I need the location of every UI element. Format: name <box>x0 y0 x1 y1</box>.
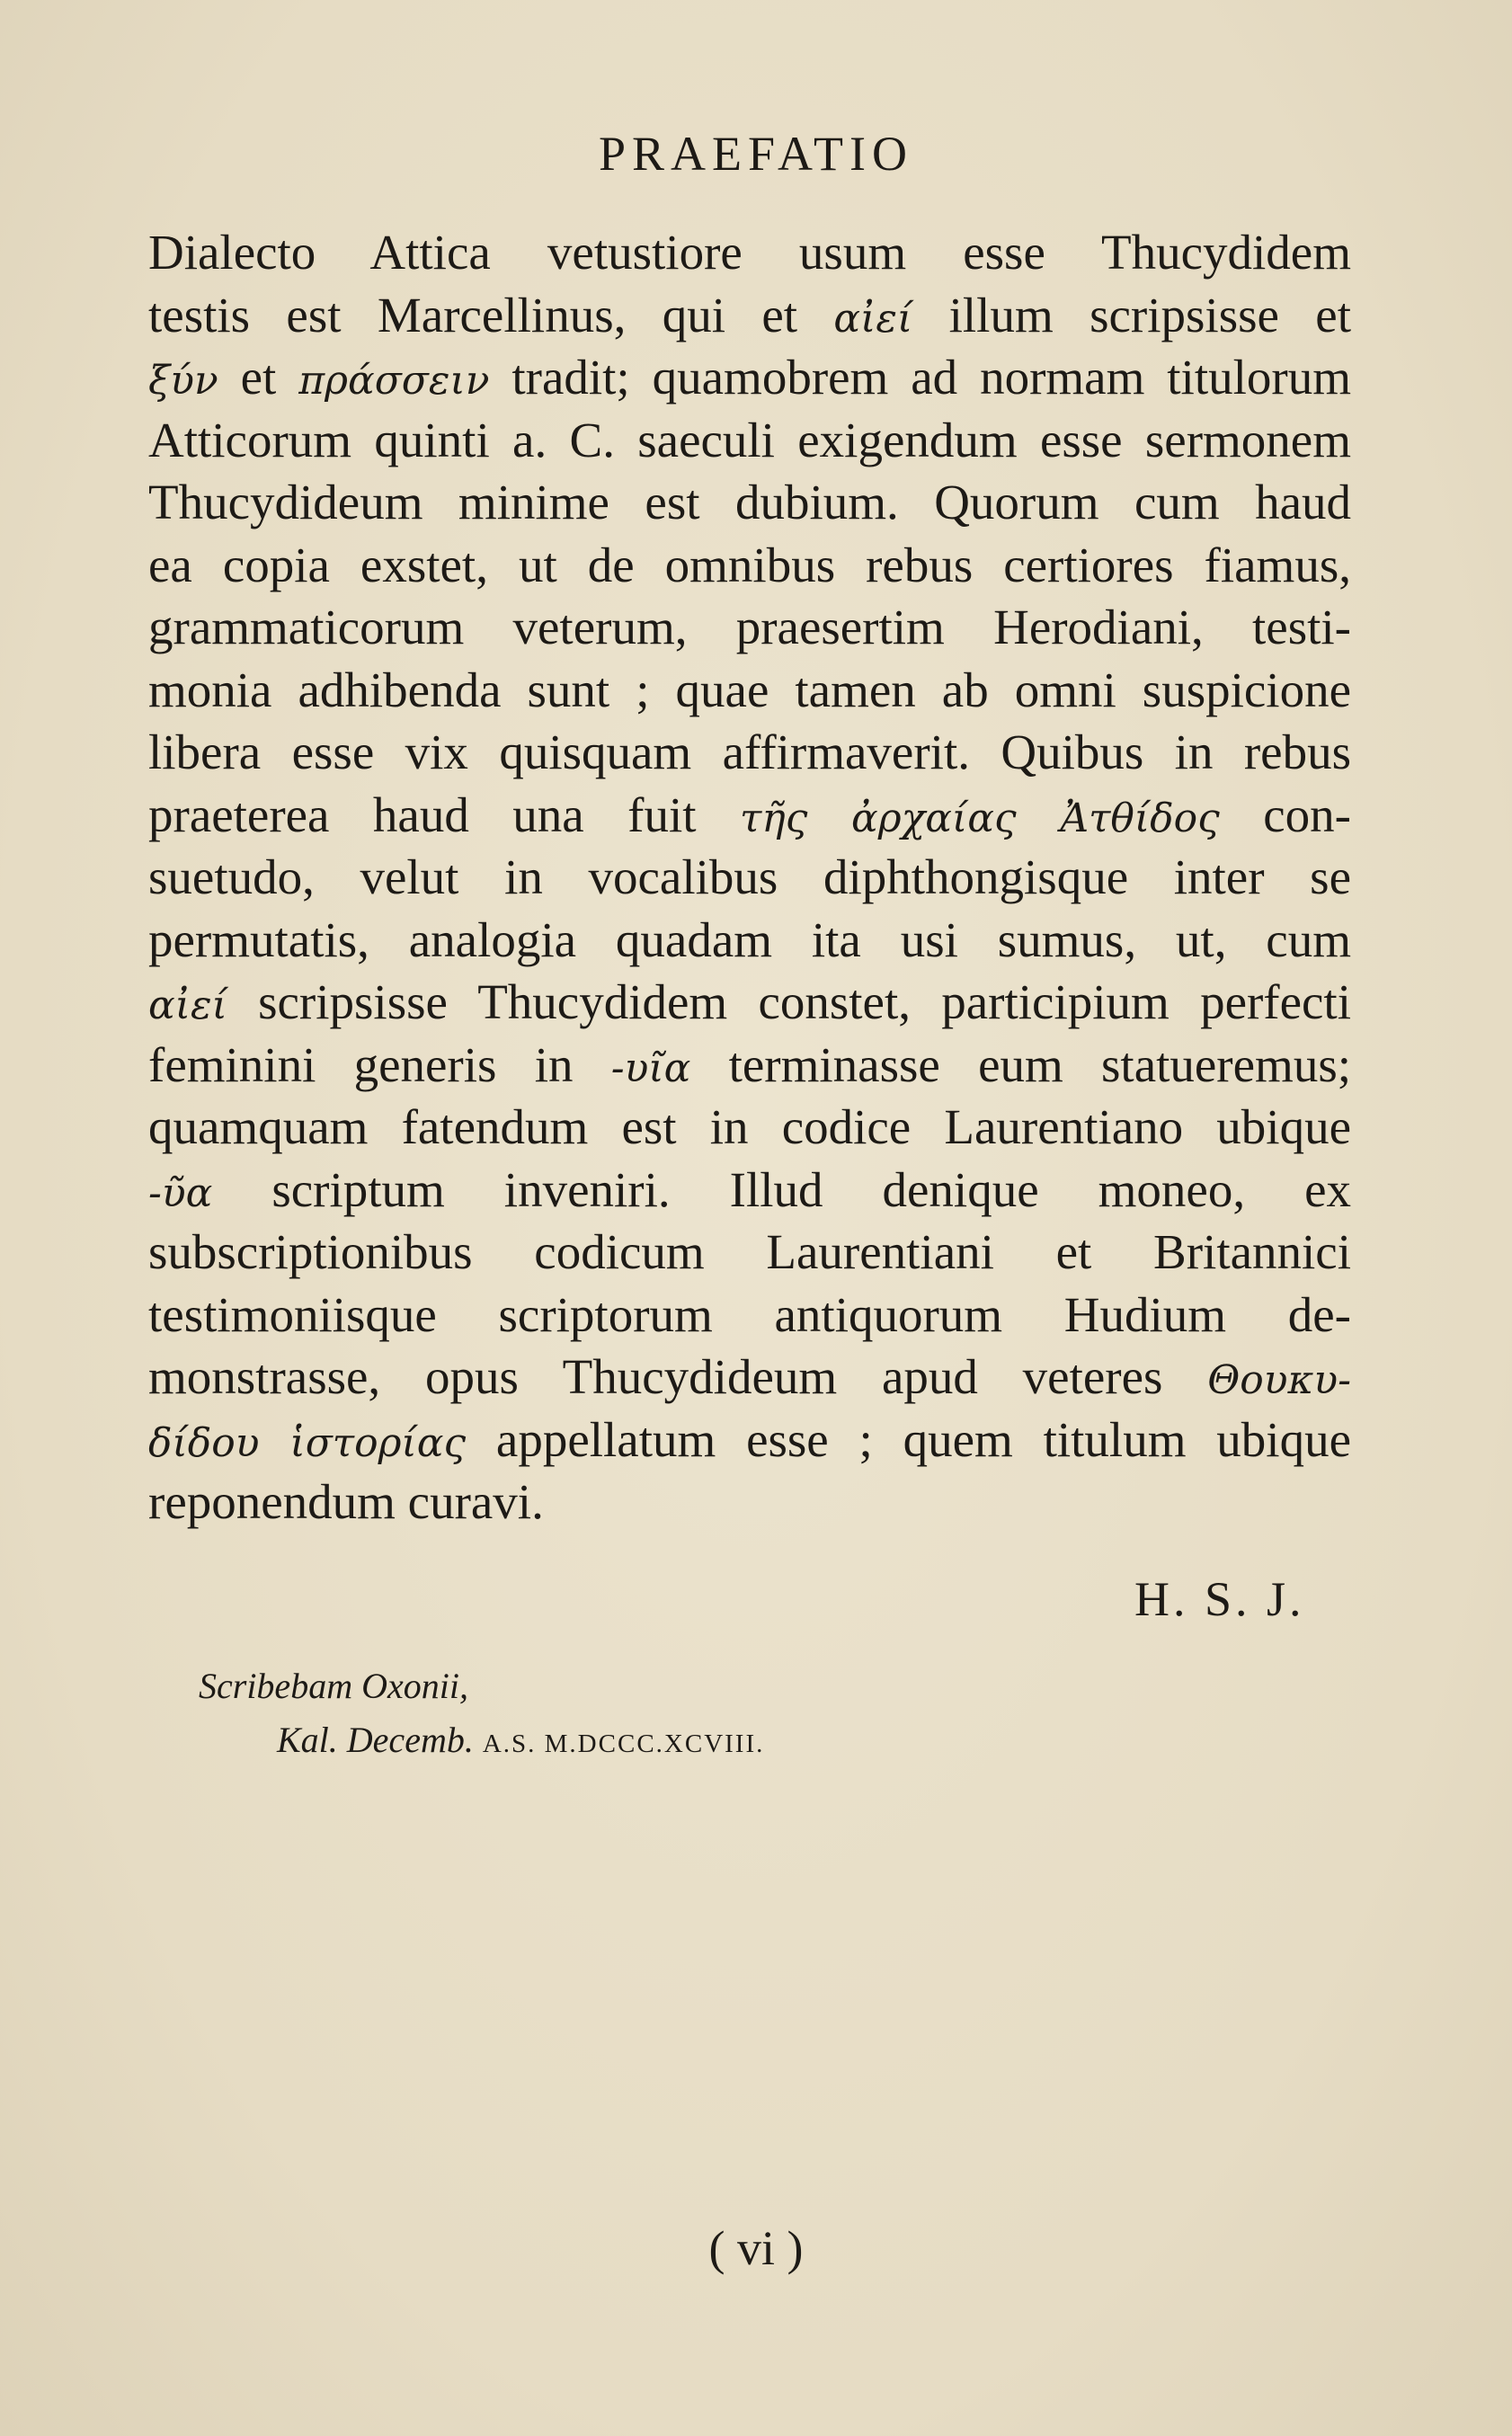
greek-text: αἰεί <box>148 982 227 1028</box>
text-line <box>148 346 1351 409</box>
latin-text: Dialecto Attica vetustiore usum esse Thucydidem <box>148 225 1351 280</box>
text-line <box>148 596 1351 659</box>
greek-text: -ῦα <box>148 1169 213 1216</box>
greek-text: -υῖα <box>610 1045 691 1091</box>
page-title: PRAEFATIO <box>598 127 914 181</box>
greek-text: δίδου ἱστορίας <box>148 1419 467 1466</box>
greek-text: Θουκυ- <box>1207 1357 1351 1403</box>
latin-text: Atticorum quinti a. C. saeculi exigendum esse sermonem <box>148 412 1351 467</box>
latin-text: con- <box>1219 787 1351 842</box>
latin-text: scriptum inveniri. Illud denique moneo, ex <box>212 1161 1351 1217</box>
date-day: Kal. Decemb. <box>277 1720 474 1760</box>
text-line <box>148 784 1351 847</box>
latin-text: tradit; quamobrem ad normam titulorum <box>489 350 1351 405</box>
text-line <box>148 846 1351 909</box>
text-line <box>148 1284 1351 1347</box>
latin-text: testis est Marcellinus, qui et <box>148 287 834 342</box>
latin-text: permutatis, analogia quadam ita usi sumus, ut, cum <box>148 911 1351 967</box>
latin-text: illum scripsisse et <box>912 287 1351 342</box>
latin-text: quamquam fatendum est in codice Laurentiano ubique <box>148 1099 1351 1154</box>
text-line <box>148 721 1351 784</box>
text-line <box>148 1221 1351 1284</box>
latin-text: praeterea haud una fuit <box>148 787 741 842</box>
latin-text: feminini generis in <box>148 1036 611 1092</box>
text-line <box>148 1346 1351 1409</box>
preface-body <box>148 221 1351 1534</box>
latin-text: ea copia exstet, ut de omnibus rebus certiores fiamus, <box>148 537 1351 592</box>
text-line <box>148 971 1351 1034</box>
text-line <box>148 534 1351 597</box>
text-line <box>148 1471 1351 1534</box>
text-line <box>148 1409 1351 1471</box>
place-line: Scribebam Oxonii, <box>199 1666 468 1706</box>
page-number: ( vi ) <box>708 2221 804 2275</box>
author-signature: H. S. J. <box>1134 1572 1305 1626</box>
latin-text: monia adhibenda sunt ; quae tamen ab omni suspicione <box>148 662 1351 717</box>
latin-text: reponendum curavi. <box>148 1474 544 1529</box>
latin-text: subscriptionibus codicum Laurentiani et Britannici <box>148 1224 1351 1279</box>
latin-text: monstrasse, opus Thucydideum apud veteres <box>148 1349 1208 1404</box>
latin-text: scripsisse Thucydidem constet, participium perfecti <box>227 974 1351 1029</box>
latin-text: terminasse eum statueremus; <box>690 1036 1351 1092</box>
date-line <box>277 1719 764 1761</box>
latin-text: et <box>218 350 299 405</box>
latin-text: testimoniisque scriptorum antiquorum Hudium de- <box>148 1286 1351 1342</box>
text-line <box>148 909 1351 972</box>
greek-text: τῆς ἀρχαίας Ἀτθίδος <box>740 795 1220 841</box>
greek-text: πράσσειν <box>298 358 490 404</box>
latin-text: grammaticorum veterum, praesertim Herodiani, testi- <box>148 600 1351 654</box>
greek-text: ξύν <box>148 358 218 404</box>
text-line <box>148 471 1351 534</box>
text-line <box>148 221 1351 284</box>
date-year: A.S. M.DCCC.XCVIII. <box>482 1729 765 1758</box>
latin-text: Thucydideum minime est dubium. Quorum cum haud <box>148 475 1351 529</box>
text-line <box>148 1159 1351 1222</box>
text-line <box>148 409 1351 472</box>
latin-text: libera esse vix quisquam affirmaverit. Quibus in rebus <box>148 725 1351 779</box>
text-line <box>148 1034 1351 1097</box>
greek-text: αἰεί <box>833 295 913 342</box>
text-line <box>148 1096 1351 1159</box>
text-line <box>148 284 1351 347</box>
latin-text: suetudo, velut in vocalibus diphthongisque inter se <box>148 849 1351 904</box>
text-line <box>148 659 1351 722</box>
latin-text: appellatum esse ; quem titulum ubique <box>466 1411 1351 1467</box>
